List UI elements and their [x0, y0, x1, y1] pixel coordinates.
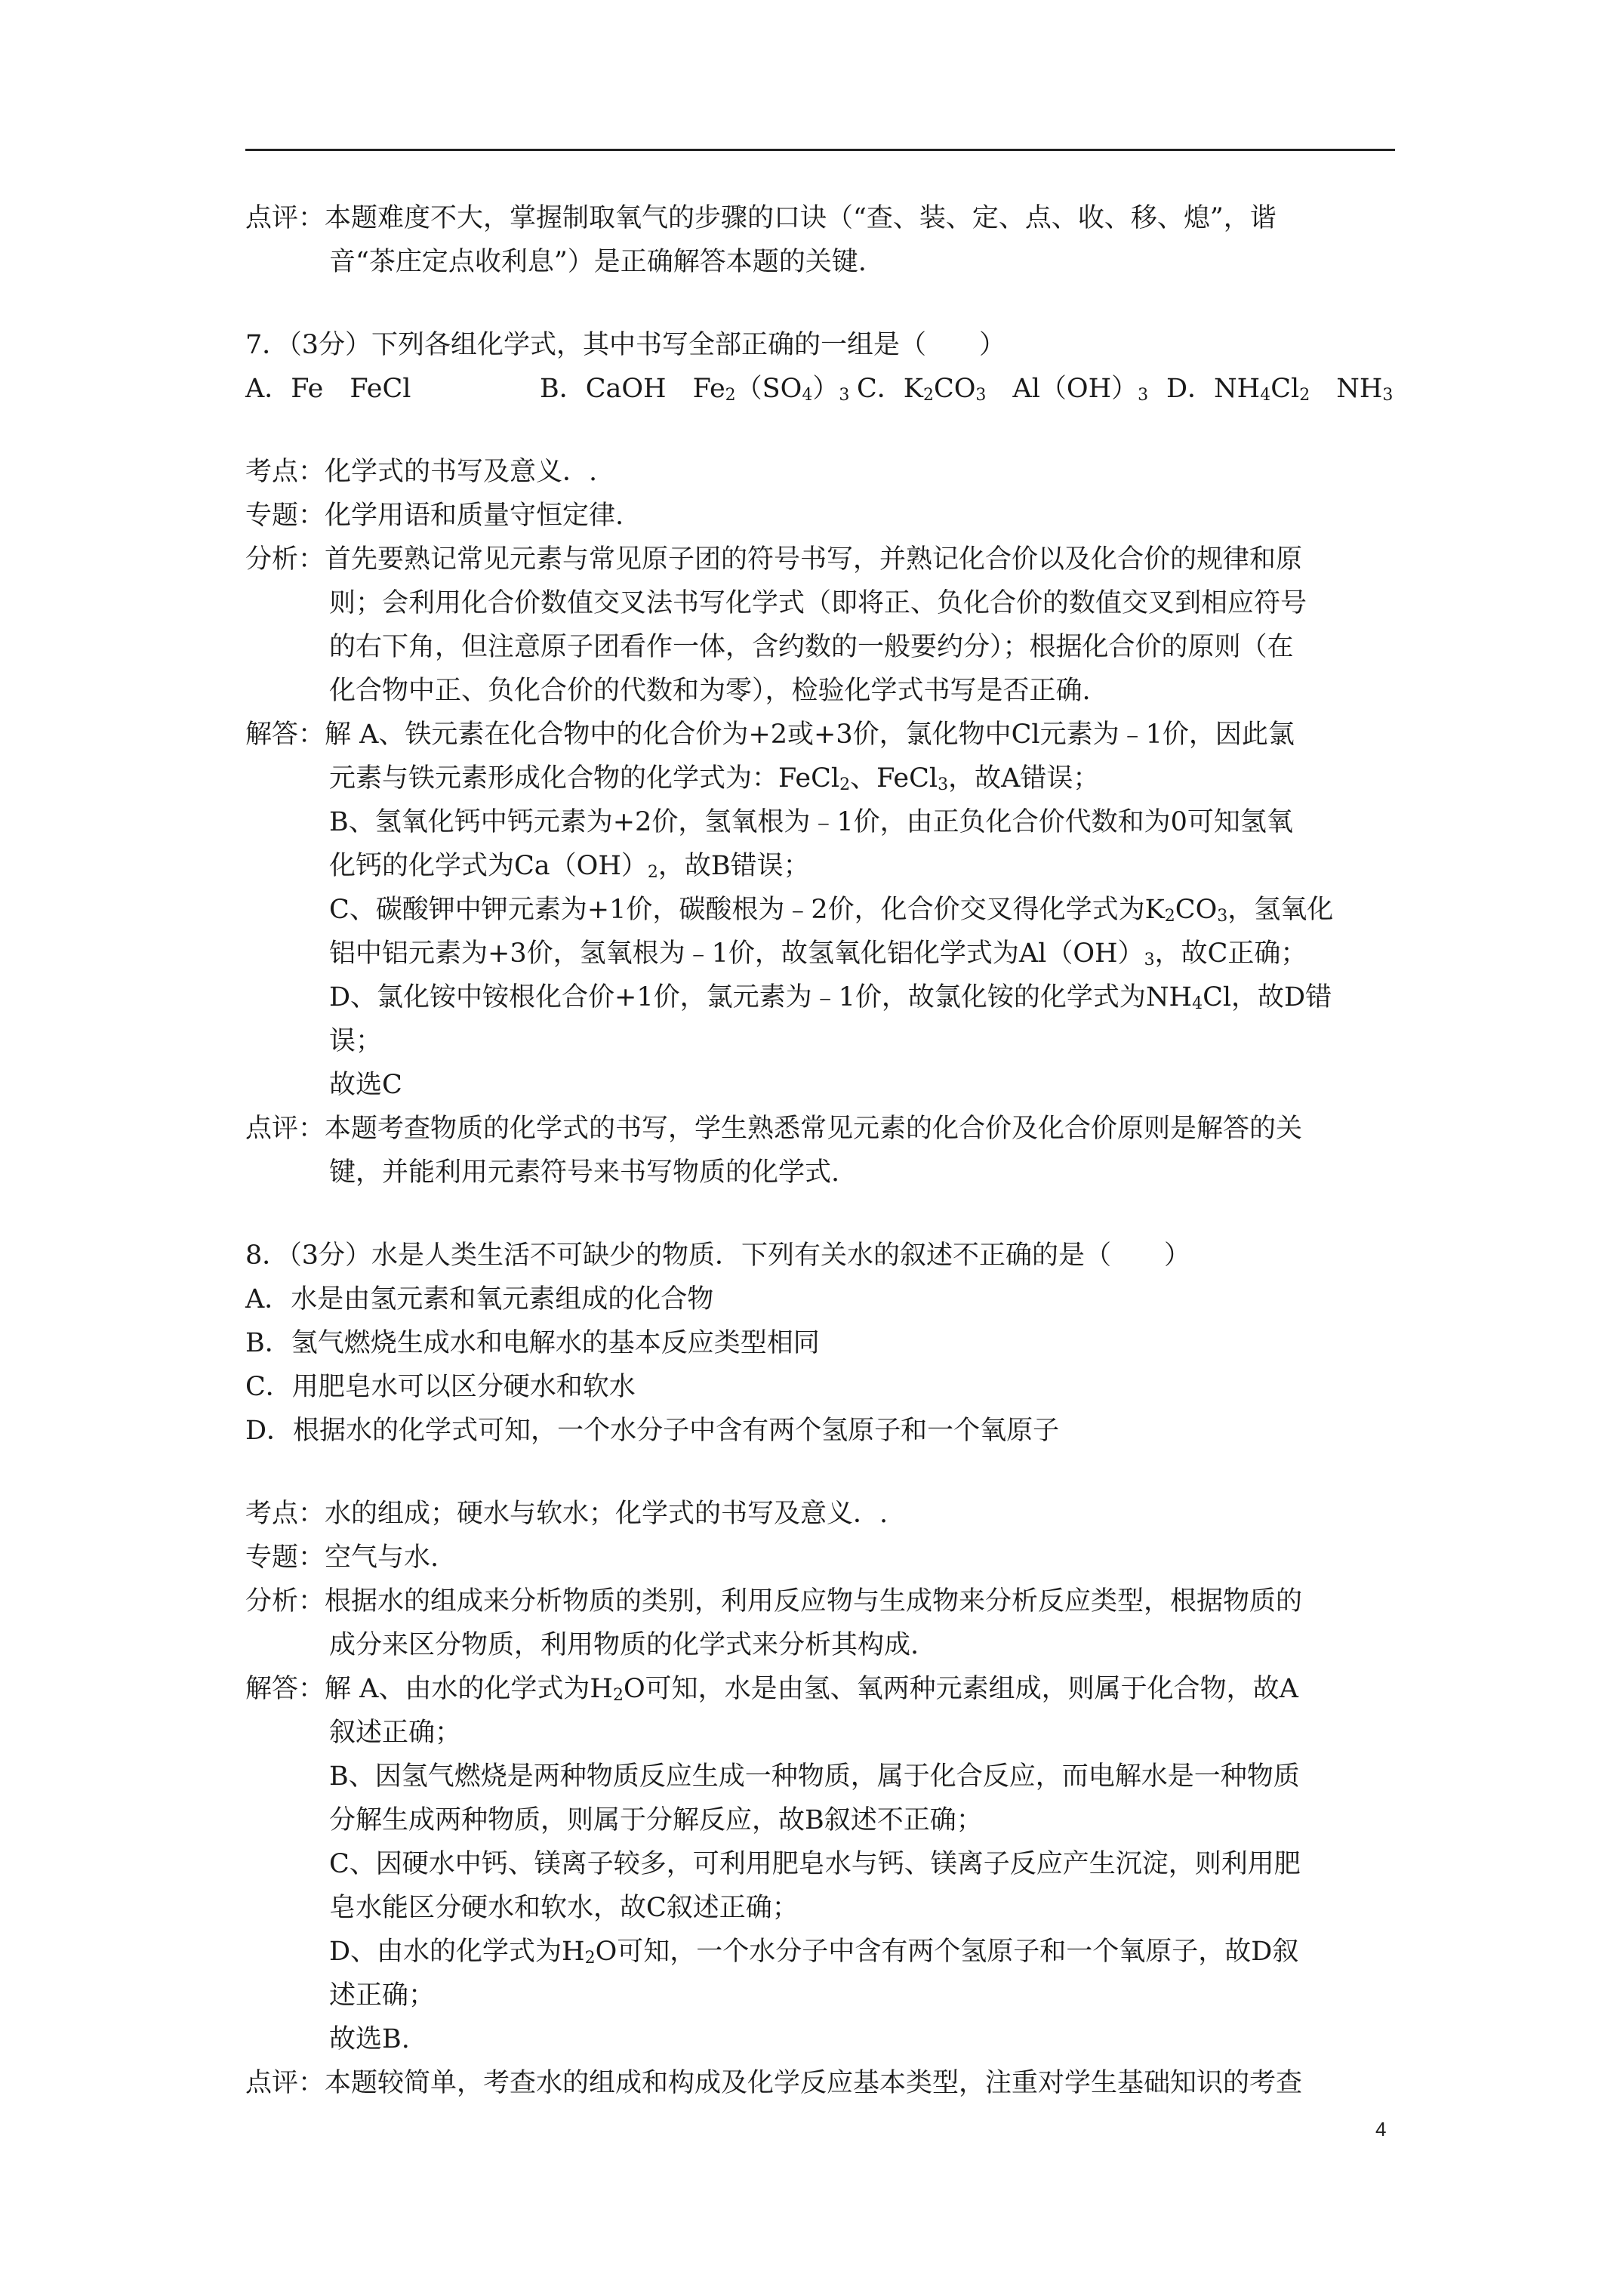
q8-jieda-7: D、由水的化学式为$H_2O$可知，一个水分子中含有两个氢原子和一个氧原子，故D叙: [329, 1937, 1299, 1968]
q8-zhuanti: 专题：空气与水.: [245, 1542, 439, 1573]
q7-stem: 7．（3分）下列各组化学式，其中书写全部正确的一组是（ ）: [245, 330, 1006, 360]
q8-option-a: A．水是由氢元素和氧元素组成的化合物: [245, 1284, 714, 1314]
q7-jieda-9: 故选C: [329, 1070, 402, 1100]
q7-option-d: D．$NH_4Cl_2$ $NH_3$: [1166, 374, 1394, 405]
q7-option-b: B．CaOH $Fe_2(SO_4)_3$: [540, 374, 850, 405]
page-number: 4: [1375, 2118, 1387, 2140]
q8-dianping: 点评：本题较简单，考查水的组成和构成及化学反应基本类型，注重对学生基础知识的考查: [245, 2068, 1303, 2098]
comment-line-1: 点评：本题难度不大，掌握制取氧气的步骤的口诀（“查、装、定、点、收、移、熄”，谐: [245, 203, 1277, 233]
q8-jieda-9: 故选B.: [329, 2024, 410, 2054]
q7-fenxi-2: 则；会利用化合价数值交叉法书写化学式（即将正、负化合价的数值交叉到相应符号: [329, 588, 1307, 618]
q7-jieda-2: 元素与铁元素形成化合物的化学式为：FeCl$_2$、FeCl$_3$，故A错误；: [329, 763, 1100, 794]
q7-jieda-4: 化钙的化学式为$Ca(OH)_2$，故B错误；: [329, 851, 810, 882]
page-content: [245, 196, 1395, 2105]
header-rule: [245, 149, 1395, 151]
q7-jieda-8: 误；: [329, 1026, 383, 1056]
q8-fenxi-2: 成分来区分物质，利用物质的化学式来分析其构成.: [329, 1630, 919, 1660]
q7-fenxi-3: 的右下角，但注意原子团看作一体，含约数的一般要约分）；根据化合价的原则（在: [329, 632, 1294, 662]
q8-option-d: D．根据水的化学式可知，一个水分子中含有两个氢原子和一个氧原子: [245, 1416, 1060, 1446]
q8-jieda-1: 解答：解 A、由水的化学式为$H_2O$可知，水是由氢、氧两种元素组成，则属于化合物，故A: [245, 1674, 1298, 1705]
q7-jieda-5: C、碳酸钾中钾元素为+1价，碳酸根为﹣2价，化合价交叉得化学式为$K_2CO_3$，氢氧化: [329, 895, 1334, 926]
q8-jieda-2: 叙述正确；: [329, 1718, 462, 1748]
q7-kaodian: 考点：化学式的书写及意义．.: [245, 457, 598, 487]
q8-jieda-6: 皂水能区分硬水和软水，故C叙述正确；: [329, 1893, 799, 1923]
q7-jieda-3: B、氢氧化钙中钙元素为+2价，氢氧根为﹣1价，由正负化合价代数和为0可知氢氧: [329, 807, 1293, 837]
q8-jieda-4: 分解生成两种物质，则属于分解反应，故B叙述不正确；: [329, 1805, 983, 1835]
q8-jieda-3: B、因氢气燃烧是两种物质反应生成一种物质，属于化合反应，而电解水是一种物质: [329, 1761, 1300, 1792]
q8-jieda-8: 述正确；: [329, 1980, 436, 2011]
q8-stem: 8．（3分）水是人类生活不可缺少的物质．下列有关水的叙述不正确的是（ ）: [245, 1240, 1191, 1271]
q7-fenxi-1: 分析：首先要熟记常见元素与常见原子团的符号书写，并熟记化合价以及化合价的规律和原: [245, 544, 1303, 575]
q7-option-c: C．$K_2CO_3$ $Al(OH)_3$: [857, 374, 1149, 405]
q7-dianping-1: 点评：本题考查物质的化学式的书写，学生熟悉常见元素的化合价及化合价原则是解答的关: [245, 1114, 1303, 1144]
q8-option-b: B．氢气燃烧生成水和电解水的基本反应类型相同: [245, 1328, 820, 1358]
q7-jieda-1: 解答：解 A、铁元素在化合物中的化合价为+2或+3价，氯化物中Cl元素为﹣1价，因此氯: [245, 720, 1295, 750]
q8-option-c: C．用肥皂水可以区分硬水和软水: [245, 1372, 636, 1402]
q8-jieda-5: C、因硬水中钙、镁离子较多，可利用肥皂水与钙、镁离子反应产生沉淀，则利用肥: [329, 1849, 1301, 1879]
q7-jieda-7: D、氯化铵中铵根化合价+1价，氯元素为﹣1价，故氯化铵的化学式为$NH_4Cl$，故D错: [329, 982, 1332, 1013]
q7-options: [245, 367, 1395, 411]
comment-line-2: 音“茶庄定点收利息”）是正确解答本题的关键.: [329, 247, 867, 277]
q7-zhuanti: 专题：化学用语和质量守恒定律.: [245, 501, 624, 531]
q7-dianping-2: 键，并能利用元素符号来书写物质的化学式.: [329, 1157, 840, 1188]
q8-fenxi-1: 分析：根据水的组成来分析物质的类别，利用反应物与生成物来分析反应类型，根据物质的: [245, 1586, 1303, 1616]
q7-option-a: A．Fe FeCl: [245, 374, 411, 404]
q8-kaodian: 考点：水的组成；硬水与软水；化学式的书写及意义．.: [245, 1499, 888, 1529]
q7-fenxi-4: 化合物中正、负化合价的代数和为零），检验化学式书写是否正确.: [329, 676, 1091, 706]
q7-jieda-6: 铝中铝元素为+3价，氢氧根为﹣1价，故氢氧化铝化学式为$Al(OH)_3$，故C正确；: [329, 938, 1307, 969]
